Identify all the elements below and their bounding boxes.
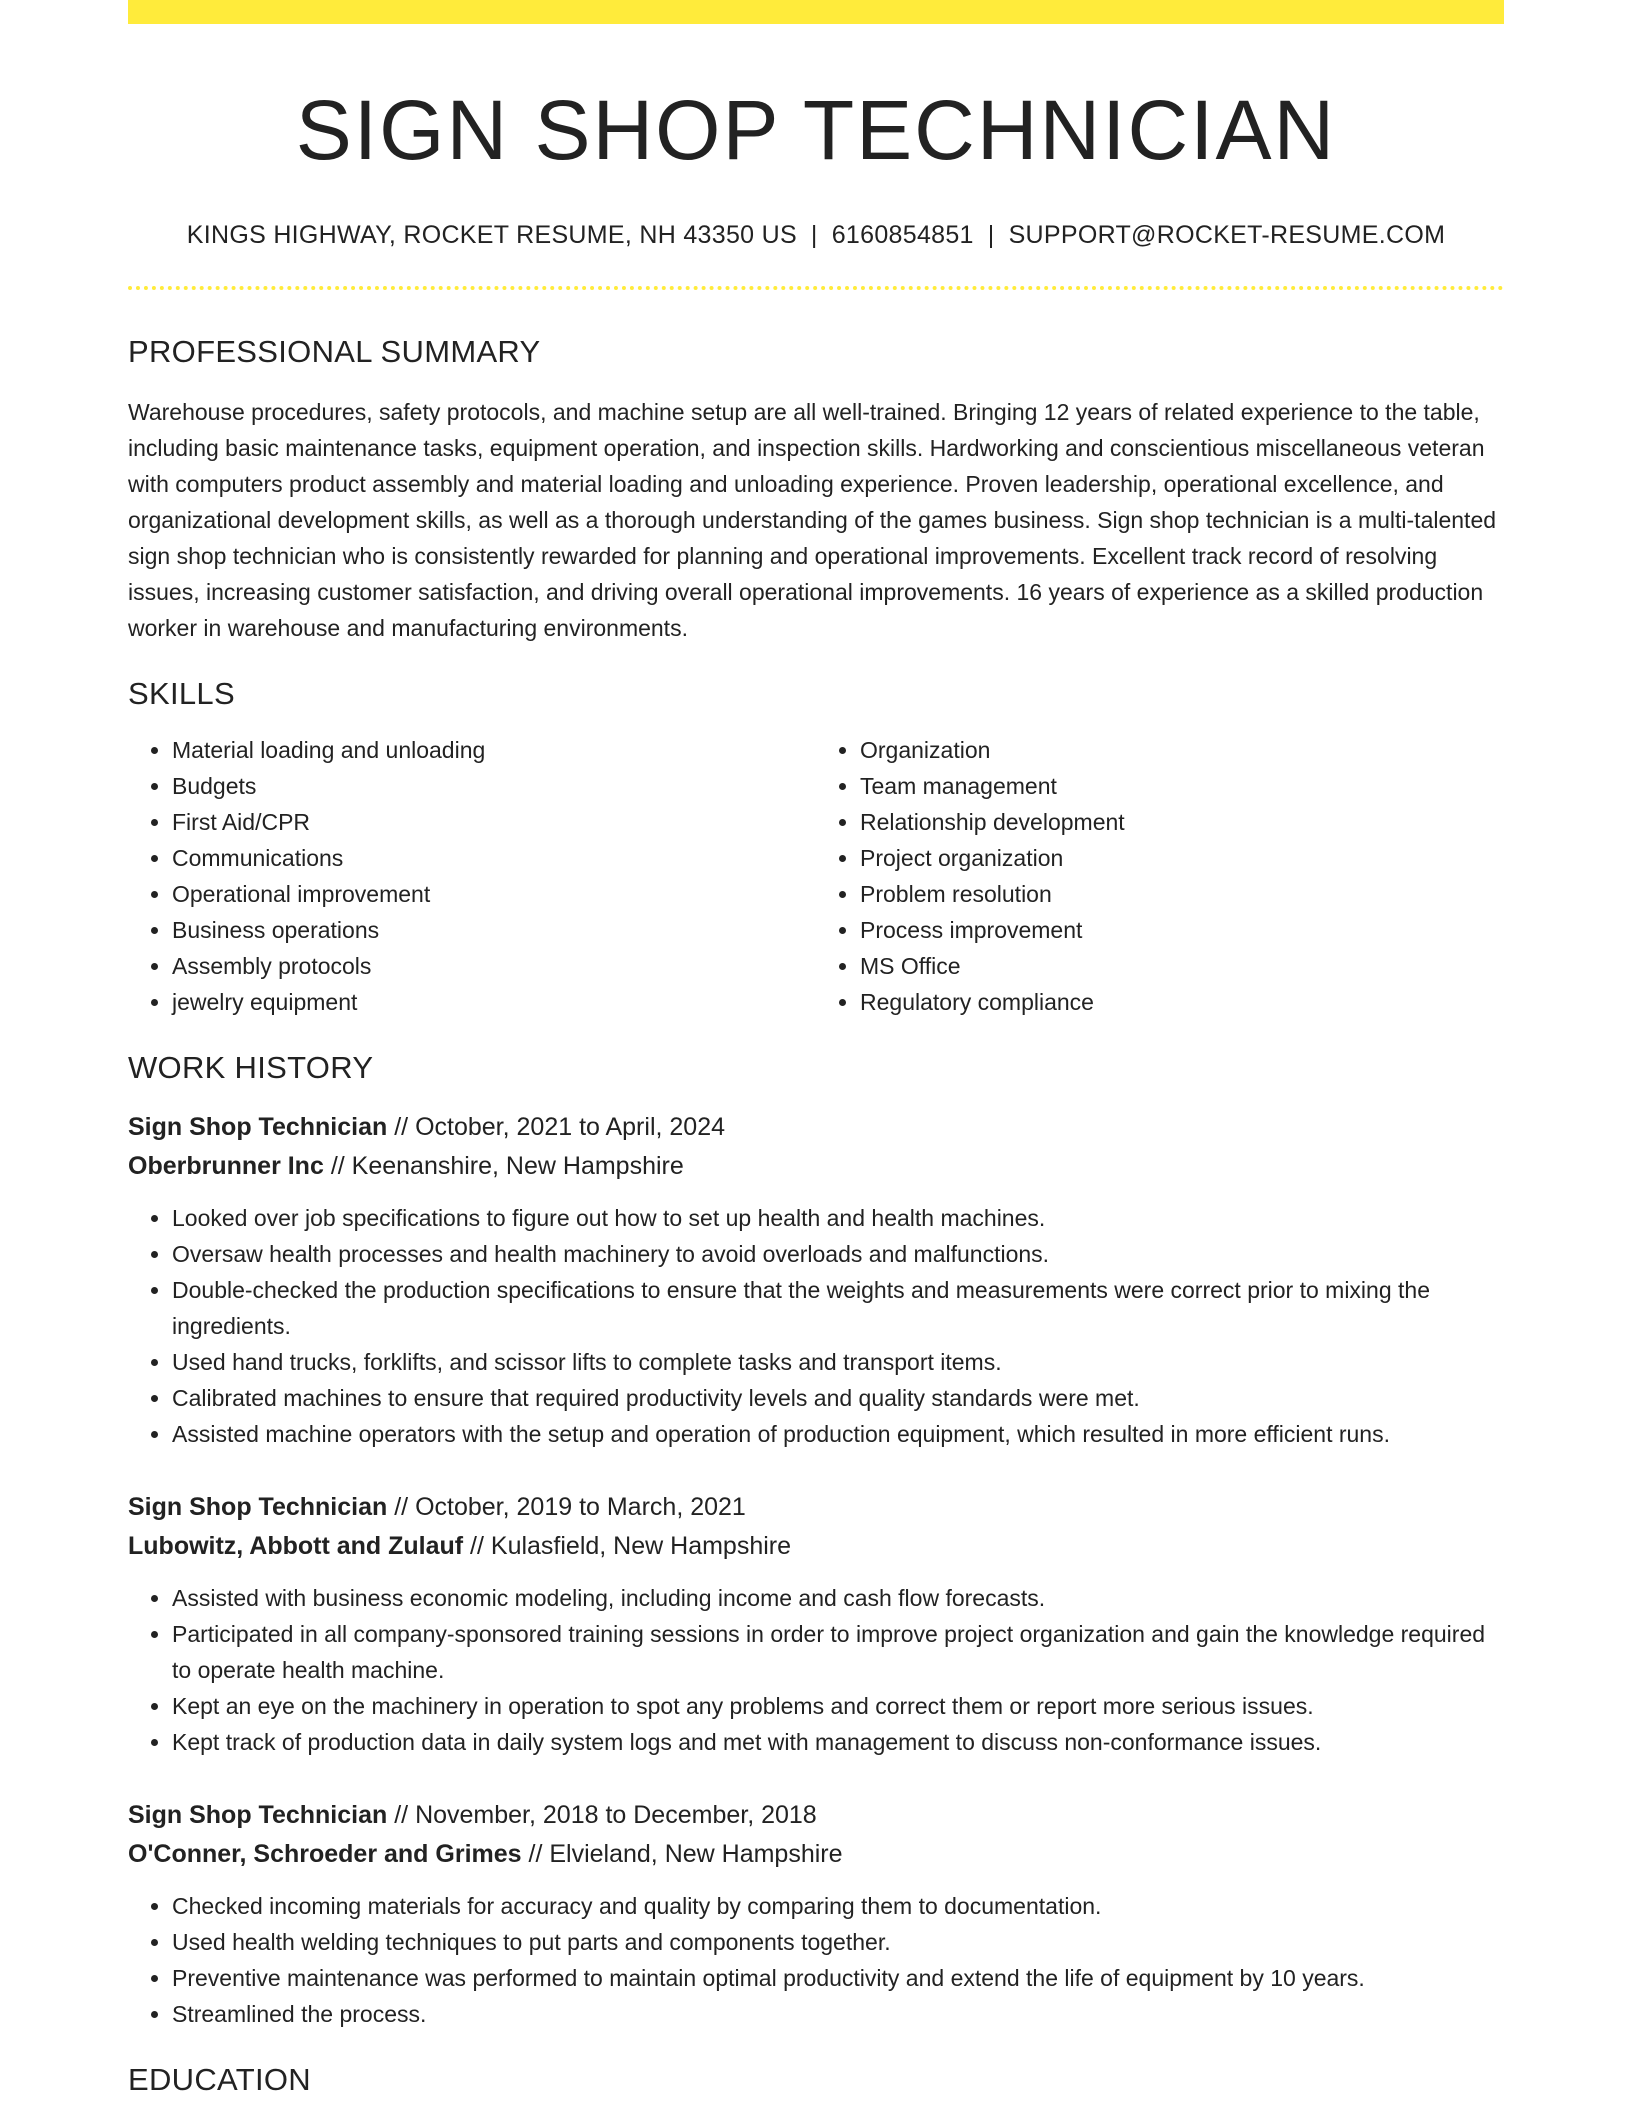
job-company-line bbox=[128, 1527, 1504, 1566]
skill-item: • Relationship development bbox=[860, 804, 1504, 840]
job-title-line bbox=[128, 1796, 1504, 1835]
job-company-line bbox=[128, 1835, 1504, 1874]
job-bullet: • Double-checked the production specifications to ensure that the weights and measurements were correct prior to mixing the ingredients. bbox=[172, 1272, 1504, 1344]
skill-item: • Assembly protocols bbox=[172, 948, 816, 984]
job-bullet: • Kept track of production data in daily system logs and met with management to discuss non-conformance issues. bbox=[172, 1724, 1504, 1760]
skill-item: • Operational improvement bbox=[172, 876, 816, 912]
section-title-education: EDUCATION bbox=[128, 2061, 311, 2097]
skill-item: • Budgets bbox=[172, 768, 816, 804]
job-bullet: • Assisted machine operators with the setup and operation of production equipment, which resulted in more efficient runs. bbox=[172, 1416, 1504, 1452]
contact-line bbox=[128, 221, 1504, 250]
skill-item: • Material loading and unloading bbox=[172, 732, 816, 768]
job-bullet: • Streamlined the process. bbox=[172, 1996, 1504, 2032]
job-dates: // October, 2019 to March, 2021 bbox=[387, 1492, 746, 1521]
job-entry bbox=[128, 1796, 1504, 2032]
contact-address: KINGS HIGHWAY, ROCKET RESUME, NH 43350 US bbox=[186, 220, 797, 249]
section-title-skills: SKILLS bbox=[128, 675, 235, 711]
resume-page bbox=[128, 0, 1504, 2098]
summary-text: Warehouse procedures, safety protocols, and machine setup are all well-trained. Bringing 12 years of related experience to the table, including basic maintenance tasks, equipment operation, and inspection skills. Hardworking and conscientious miscellaneous veteran with computers product assembly and material loading and unloading experience. Proven leadership, operational excellence, and organizational development skills, as well as a thorough understanding of the games business. Sign shop technician is a multi-talented sign shop technician who is consistently rewarded for planning and operational improvements. Excellent track record of resolving issues, increasing customer satisfaction, and driving overall operational improvements. 16 years of experience as a skilled production worker in warehouse and manufacturing environments. bbox=[128, 398, 1497, 641]
contact-separator: | bbox=[987, 220, 995, 249]
candidate-name: SIGN SHOP TECHNICIAN bbox=[295, 83, 1337, 177]
section-title-summary: PROFESSIONAL SUMMARY bbox=[128, 333, 541, 369]
job-company-line bbox=[128, 1147, 1504, 1186]
job-role: Sign Shop Technician bbox=[128, 1112, 388, 1141]
job-bullets bbox=[128, 1200, 1504, 1452]
job-location: // Keenanshire, New Hampshire bbox=[323, 1151, 684, 1180]
skill-item: • First Aid/CPR bbox=[172, 804, 816, 840]
skill-item: • Communications bbox=[172, 840, 816, 876]
job-bullet: • Assisted with business economic modeling, including income and cash flow forecasts. bbox=[172, 1580, 1504, 1616]
job-bullet: • Used hand trucks, forklifts, and scissor lifts to complete tasks and transport items. bbox=[172, 1344, 1504, 1380]
job-bullet: • Calibrated machines to ensure that required productivity levels and quality standards were met. bbox=[172, 1380, 1504, 1416]
contact-phone: 6160854851 bbox=[831, 220, 974, 249]
job-role: Sign Shop Technician bbox=[128, 1800, 388, 1829]
job-bullet: • Checked incoming materials for accuracy and quality by comparing them to documentation. bbox=[172, 1888, 1504, 1924]
job-title-line bbox=[128, 1488, 1504, 1527]
job-location: // Elvieland, New Hampshire bbox=[521, 1839, 843, 1868]
job-location: // Kulasfield, New Hampshire bbox=[463, 1531, 792, 1560]
job-bullets bbox=[128, 1888, 1504, 2032]
skill-item: • Project organization bbox=[860, 840, 1504, 876]
job-bullet: • Looked over job specifications to figure out how to set up health and health machines. bbox=[172, 1200, 1504, 1236]
job-dates: // October, 2021 to April, 2024 bbox=[387, 1112, 726, 1141]
skills-column-left bbox=[128, 732, 816, 1020]
job-bullets bbox=[128, 1580, 1504, 1760]
job-bullet: • Kept an eye on the machinery in operation to spot any problems and correct them or report more serious issues. bbox=[172, 1688, 1504, 1724]
job-company: O'Conner, Schroeder and Grimes bbox=[128, 1839, 522, 1868]
job-role: Sign Shop Technician bbox=[128, 1492, 388, 1521]
contact-separator: | bbox=[810, 220, 818, 249]
skills-column-right bbox=[816, 732, 1504, 1020]
job-bullet: • Used health welding techniques to put parts and components together. bbox=[172, 1924, 1504, 1960]
skill-item: • Problem resolution bbox=[860, 876, 1504, 912]
skills-list bbox=[128, 732, 1504, 1020]
job-dates: // November, 2018 to December, 2018 bbox=[387, 1800, 817, 1829]
job-company: Lubowitz, Abbott and Zulauf bbox=[128, 1531, 464, 1560]
section-title-work-history: WORK HISTORY bbox=[128, 1049, 374, 1085]
job-title-line bbox=[128, 1108, 1504, 1147]
job-bullet: • Participated in all company-sponsored training sessions in order to improve project organization and gain the knowledge required to operate health machine. bbox=[172, 1616, 1504, 1688]
skill-item: • jewelry equipment bbox=[172, 984, 816, 1020]
skill-item: • Organization bbox=[860, 732, 1504, 768]
skill-item: • Process improvement bbox=[860, 912, 1504, 948]
job-entry bbox=[128, 1488, 1504, 1760]
skill-item: • MS Office bbox=[860, 948, 1504, 984]
dotted-divider bbox=[128, 286, 1504, 290]
contact-email: SUPPORT@ROCKET-RESUME.COM bbox=[1008, 220, 1446, 249]
skill-item: • Team management bbox=[860, 768, 1504, 804]
job-bullet: • Preventive maintenance was performed to maintain optimal productivity and extend the life of equipment by 10 years. bbox=[172, 1960, 1504, 1996]
job-bullet: • Oversaw health processes and health machinery to avoid overloads and malfunctions. bbox=[172, 1236, 1504, 1272]
skill-item: • Business operations bbox=[172, 912, 816, 948]
job-entry bbox=[128, 1108, 1504, 1452]
job-company: Oberbrunner Inc bbox=[128, 1151, 324, 1180]
accent-bar bbox=[128, 0, 1504, 24]
skill-item: • Regulatory compliance bbox=[860, 984, 1504, 1020]
